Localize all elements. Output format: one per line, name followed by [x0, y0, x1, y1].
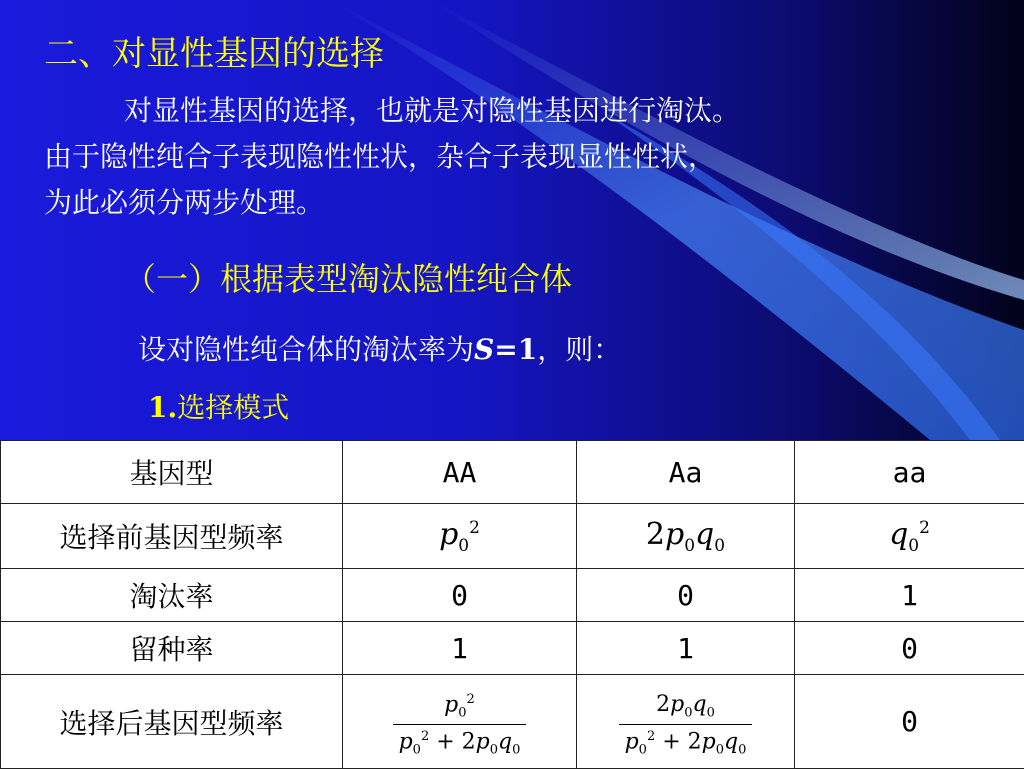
row-label: 选择前基因型频率: [1, 504, 343, 569]
value-cell: 0: [343, 569, 577, 622]
selection-variable: S: [474, 333, 494, 366]
value-cell: 1: [343, 622, 577, 675]
genotype-header: Aa: [577, 441, 795, 504]
paragraph-line: 由于隐性纯合子表现隐性性状，杂合子表现显性性状，: [44, 134, 1004, 180]
frequency-cell: $q_0^2$: [795, 504, 1024, 569]
fraction: $\frac{2p_0q_0}{p_0^2 + 2p_0q_0}$: [619, 692, 753, 758]
value-cell: 1: [795, 569, 1024, 622]
value-cell: 0: [795, 622, 1024, 675]
row-label: 选择后基因型频率: [1, 675, 343, 769]
genotype-selection-table: [0, 440, 1024, 769]
paragraph-line: 对显性基因的选择，也就是对隐性基因进行淘汰。: [44, 88, 1004, 134]
frequency-cell: $2p_0q_0$: [577, 504, 795, 569]
table-row: [1, 504, 1024, 569]
table-header-row: [1, 441, 1024, 504]
table-row: [1, 569, 1024, 622]
paragraph-line: 为此必须分两步处理。: [44, 180, 1004, 226]
genotype-header: AA: [343, 441, 577, 504]
intro-paragraph: [44, 88, 1004, 226]
section-heading: 二、对显性基因的选择: [44, 26, 384, 75]
fraction-cell: [343, 675, 577, 769]
subsection-heading: （一）根据表型淘汰隐性纯合体: [124, 254, 572, 300]
value-cell: 1: [577, 622, 795, 675]
selection-mode-title: 1.选择模式: [148, 386, 289, 426]
genotype-header: aa: [795, 441, 1024, 504]
fraction: $\frac{p_0^2}{p_0^2 + 2p_0q_0}$: [393, 692, 527, 758]
value-cell: 0: [795, 675, 1024, 769]
row-label: 基因型: [1, 441, 343, 504]
row-label: 淘汰率: [1, 569, 343, 622]
table-row: [1, 675, 1024, 769]
frequency-cell: $p_0^2$: [343, 504, 577, 569]
selection-condition: 设对隐性纯合体的淘汰率为S=1，则：: [138, 328, 621, 368]
row-label: 留种率: [1, 622, 343, 675]
fraction-cell: [577, 675, 795, 769]
table-row: [1, 622, 1024, 675]
value-cell: 0: [577, 569, 795, 622]
